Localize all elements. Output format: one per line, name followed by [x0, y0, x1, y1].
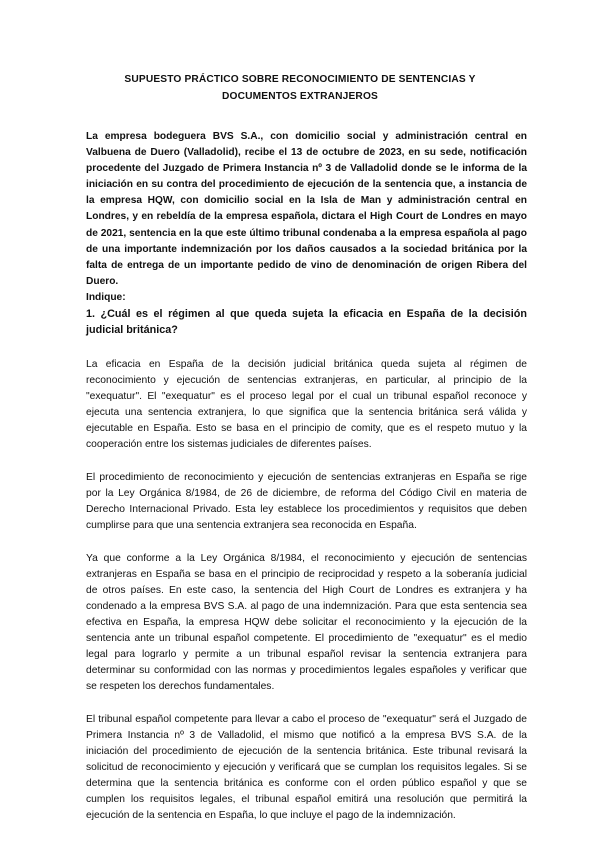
- answer-paragraph-3: Ya que conforme a la Ley Orgánica 8/1984, el reconocimiento y ejecución de sentencias extranjeras en España se basa en el principio de reciprocidad y respeto a la soberanía judicial de otros países. En este caso, la sentencia del High Court de Londres es extranjera y ha condenado a la empresa BVS S.A. al pago de una indemnización. Para que esta sentencia sea efectiva en España, la empresa HQW debe solicitar el reconocimiento y la ejecución de la sentencia ante un tribunal español competente. El procedimiento de "exequatur" es el medio legal para lograrlo y permite a un tribunal español revisar la sentencia extranjera para determinar su conformidad con las normas y procedimientos legales españoles y verificar que se respeten los derechos fundamentales.: [86, 553, 527, 693]
- answer-paragraph-4: El tribunal español competente para llevar a cabo el proceso de "exequatur" será el Juzgado de Primera Instancia nº 3 de Valladolid, el mismo que notificó a la empresa BVS S.A. de la iniciación del procedimiento de ejecución de la sentencia británica. Este tribunal revisará la solicitud de reconocimiento y ejecución y verificará que se cumplan los requisitos legales. Si se determina que la sentencia británica es conforme con el orden público español y que se cumplen los requisitos legales, el tribunal español emitirá una resolución que permitirá la ejecución de la sentencia en España, lo que incluye el pago de la indemnización.: [86, 714, 527, 822]
- case-statement: La empresa bodeguera BVS S.A., con domicilio social y administración central en Valbuena de Duero (Valladolid), recibe el 13 de octubre de 2023, en su sede, notificación procedente del Juzgado de Primera Instancia nº 3 de Valladolid donde se le informa de la iniciación en su contra del procedimiento de ejecución de la sentencia que, a instancia de la empresa HQW, con domicilio social en la Isla de Man y administración central en Londres, y en rebeldía de la empresa española, dictara el High Court de Londres en mayo de 2021, sentencia en la que este último tribunal condenaba a la empresa española al pago de una importante indemnización por los daños causados a la sociedad británica por la falta de entrega de un importante pedido de vino de denominación de origen Ribera del Duero.: [86, 131, 527, 287]
- answer-paragraph-2: El procedimiento de reconocimiento y ejecución de sentencias extranjeras en España se rige por la Ley Orgánica 8/1984, de 26 de diciembre, de reforma del Código Civil en materia de Derecho Internacional Privado. Esta ley establece los procedimientos y requisitos que deben cumplirse para que una sentencia extranjera sea reconocida en España.: [86, 472, 527, 532]
- question-1: 1. ¿Cuál es el régimen al que queda sujeta la eficacia en España de la decisión judicial británica?: [86, 308, 527, 337]
- title-line-2: DOCUMENTOS EXTRANJEROS: [222, 91, 378, 102]
- document-body: [86, 129, 527, 824]
- indique-label: Indique:: [86, 291, 126, 303]
- title-line-1: SUPUESTO PRÁCTICO SOBRE RECONOCIMIENTO DE SENTENCIAS Y: [124, 74, 476, 85]
- document-title: [60, 71, 540, 105]
- answer-paragraph-1: La eficacia en España de la decisión judicial británica queda sujeta al régimen de reconocimiento y ejecución de sentencias extranjeras, en particular, al principio de la "exequatur". El "exequatur" es el proceso legal por el cual un tribunal español reconoce y ejecuta una sentencia extranjera, lo que significa que la sentencia británica será válida y ejecutable en España. Esto se basa en el principio de comity, que es el respeto mutuo y la cooperación entre los sistemas judiciales de diferentes países.: [86, 359, 527, 451]
